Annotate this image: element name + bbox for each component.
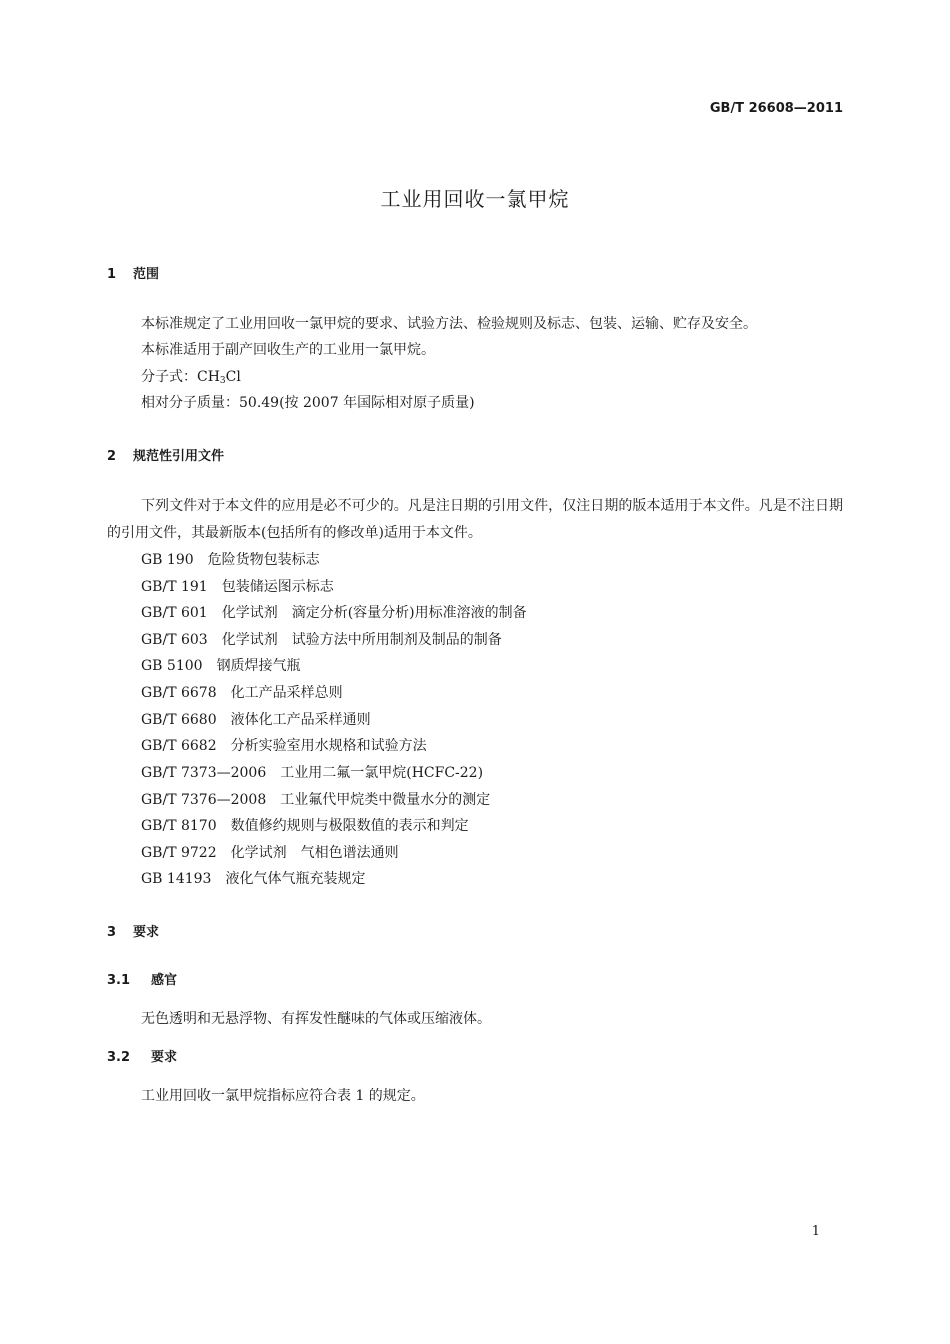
reference-title: 化学试剂 滴定分析(容量分析)用标准溶液的制备	[221, 605, 527, 621]
reference-code: GB/T 191	[141, 579, 208, 595]
reference-code: GB/T 7373—2006	[141, 765, 267, 781]
scope-paragraph-2: 本标准适用于副产回收生产的工业用一氯甲烷。	[141, 342, 435, 358]
reference-item	[141, 629, 502, 649]
page-number: 1	[811, 1224, 820, 1239]
reference-title: 数值修约规则与极限数值的表示和判定	[230, 818, 469, 834]
document-title: 工业用回收一氯甲烷	[380, 187, 570, 211]
reference-title: 化工产品采样总则	[230, 685, 343, 701]
reference-item	[141, 576, 334, 596]
standard-code: GB/T 26608—2011	[709, 101, 843, 116]
reference-title: 工业氟代甲烷类中微量水分的测定	[280, 792, 491, 808]
formula-subscript: 3	[219, 376, 226, 386]
reference-item	[141, 655, 301, 675]
section-3-2-title: 要求	[151, 1050, 178, 1065]
section-3-number: 3	[107, 925, 117, 940]
section-2-heading	[107, 445, 224, 464]
reference-item	[141, 549, 320, 569]
section-3-title: 要求	[133, 925, 160, 940]
section-2-title: 规范性引用文件	[133, 449, 225, 464]
reference-title: 分析实验室用水规格和试验方法	[230, 738, 427, 754]
formula-ch: CH	[197, 369, 220, 385]
section-1-title: 范围	[133, 267, 160, 282]
sensory-text: 无色透明和无悬浮物、有挥发性醚味的气体或压缩液体。	[141, 1011, 491, 1027]
section-3-1-heading	[107, 969, 177, 988]
reference-title: 化学试剂 试验方法中所用制剂及制品的制备	[221, 632, 502, 648]
molecular-mass: 相对分子质量：50.49(按 2007 年国际相对原子质量)	[141, 395, 475, 411]
reference-item	[141, 709, 371, 729]
reference-code: GB 190	[141, 552, 194, 568]
reference-code: GB/T 6678	[141, 685, 217, 701]
reference-code: GB 5100	[141, 658, 203, 674]
section-1-number: 1	[107, 267, 117, 282]
formula-cl: Cl	[225, 369, 241, 385]
reference-code: GB 14193	[141, 871, 212, 887]
section-3-heading	[107, 921, 159, 940]
section-3-2-heading	[107, 1046, 177, 1065]
reference-title: 液化气体气瓶充装规定	[225, 871, 366, 887]
reference-code: GB/T 6680	[141, 712, 217, 728]
reference-title: 钢质焊接气瓶	[216, 658, 301, 674]
reference-title: 包装储运图示标志	[221, 579, 334, 595]
reference-code: GB/T 6682	[141, 738, 217, 754]
reference-code: GB/T 603	[141, 632, 208, 648]
molecular-formula	[141, 366, 241, 386]
section-2-number: 2	[107, 449, 117, 464]
reference-item	[141, 789, 490, 809]
section-3-1-number: 3.1	[107, 973, 131, 988]
reference-title: 工业用二氟一氯甲烷(HCFC-22)	[280, 765, 484, 781]
reference-code: GB/T 8170	[141, 818, 217, 834]
reference-code: GB/T 601	[141, 605, 208, 621]
reference-title: 化学试剂 气相色谱法通则	[230, 845, 399, 861]
reference-title: 危险货物包装标志	[207, 552, 320, 568]
reference-item	[141, 602, 527, 622]
formula-label: 分子式：	[141, 369, 197, 385]
reference-item	[141, 815, 469, 835]
section-3-2-number: 3.2	[107, 1050, 131, 1065]
reference-code: GB/T 9722	[141, 845, 217, 861]
normative-intro: 下列文件对于本文件的应用是必不可少的。凡是注日期的引用文件，仅注日期的版本适用于本文件。凡是不注日期的引用文件，其最新版本(包括所有的修改单)适用于本文件。	[107, 498, 843, 541]
section-1-heading	[107, 263, 159, 282]
section-3-1-title: 感官	[151, 973, 178, 988]
reference-item	[141, 762, 483, 782]
reference-item	[141, 735, 427, 755]
reference-item	[141, 842, 399, 862]
reference-code: GB/T 7376—2008	[141, 792, 267, 808]
reference-item	[141, 868, 365, 888]
reference-item	[141, 682, 343, 702]
reference-title: 液体化工产品采样通则	[230, 712, 371, 728]
scope-paragraph-1: 本标准规定了工业用回收一氯甲烷的要求、试验方法、检验规则及标志、包装、运输、贮存及安全。	[141, 316, 757, 332]
spec-text: 工业用回收一氯甲烷指标应符合表 1 的规定。	[141, 1088, 425, 1104]
